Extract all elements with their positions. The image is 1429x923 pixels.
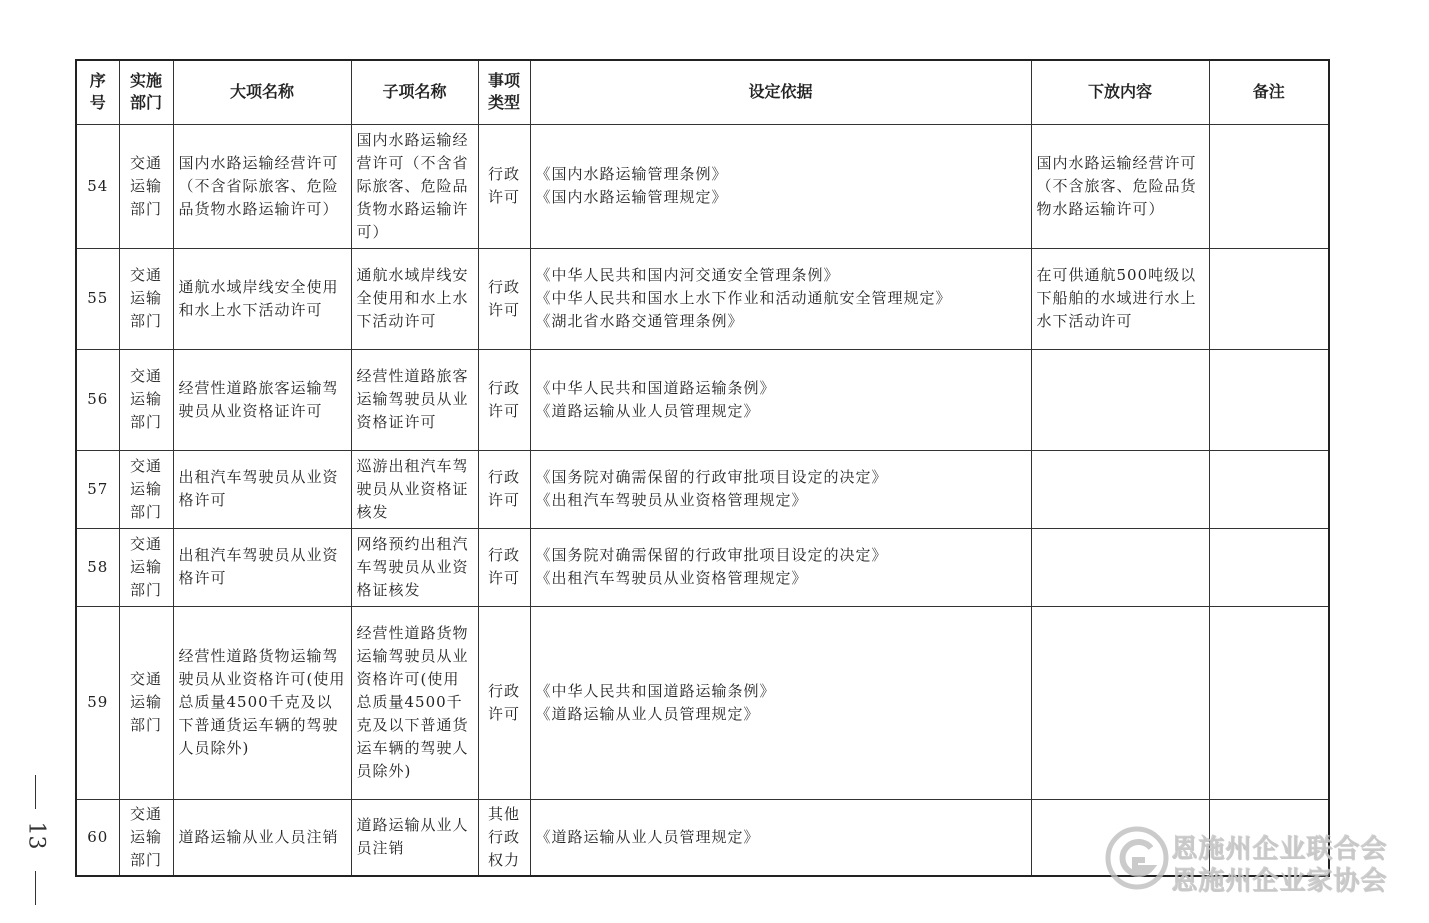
table-row [76,349,1329,450]
cell-seq: 58 [76,528,119,606]
cell-major: 道路运输从业人员注销 [173,799,351,876]
cell-dept: 交通 运输 部门 [119,349,173,450]
header-seq: 序号 [76,60,119,124]
cell-major: 出租汽车驾驶员从业资格许可 [173,528,351,606]
table-row [76,124,1329,248]
cell-sub: 网络预约出租汽车驾驶员从业资格证核发 [351,528,478,606]
cell-basis: 《中华人民共和国道路运输条例》 《道路运输从业人员管理规定》 [530,349,1031,450]
cell-basis: 《道路运输从业人员管理规定》 [530,799,1031,876]
cell-type: 其他 行政 权力 [478,799,530,876]
page-number-dash-top [35,775,36,809]
cell-sub: 道路运输从业人员注销 [351,799,478,876]
header-basis: 设定依据 [530,60,1031,124]
cell-dept: 交通 运输 部门 [119,124,173,248]
cell-remark [1209,124,1329,248]
cell-content: 国内水路运输经营许可（不含旅客、危险品货物水路运输许可） [1031,124,1209,248]
watermark-line1: 恩施州企业联合会 [1171,834,1388,864]
cell-remark [1209,606,1329,799]
header-row [76,60,1329,124]
cell-sub: 巡游出租汽车驾驶员从业资格证核发 [351,450,478,528]
cell-dept: 交通 运输 部门 [119,248,173,349]
cell-content [1031,450,1209,528]
cell-basis: 《中华人民共和国内河交通安全管理条例》 《中华人民共和国水上水下作业和活动通航安全管理规定》 《湖北省水路交通管理条例》 [530,248,1031,349]
cell-major: 国内水路运输经营许可（不含省际旅客、危险品货物水路运输许可） [173,124,351,248]
page-number [22,775,50,905]
header-content: 下放内容 [1031,60,1209,124]
items-table [75,59,1330,877]
cell-remark [1209,349,1329,450]
header-type: 事项 类型 [478,60,530,124]
cell-sub: 通航水域岸线安全使用和水上水下活动许可 [351,248,478,349]
cell-seq: 57 [76,450,119,528]
table-row [76,528,1329,606]
header-sub: 子项名称 [351,60,478,124]
table-row [76,248,1329,349]
cell-seq: 59 [76,606,119,799]
cell-basis: 《中华人民共和国道路运输条例》 《道路运输从业人员管理规定》 [530,606,1031,799]
cell-type: 行政 许可 [478,450,530,528]
cell-dept: 交通 运输 部门 [119,799,173,876]
cell-content [1031,349,1209,450]
table-row [76,606,1329,799]
watermark [1105,822,1405,896]
cell-basis: 《国务院对确需保留的行政审批项目设定的决定》 《出租汽车驾驶员从业资格管理规定》 [530,528,1031,606]
cell-sub: 经营性道路货物运输驾驶员从业资格许可(使用总质量4500千克及以下普通货运车辆的驾驶人员除外) [351,606,478,799]
cell-type: 行政 许可 [478,349,530,450]
cell-seq: 60 [76,799,119,876]
cell-content: 在可供通航500吨级以下船舶的水域进行水上水下活动许可 [1031,248,1209,349]
cell-seq: 54 [76,124,119,248]
cell-remark [1209,450,1329,528]
cell-basis: 《国务院对确需保留的行政审批项目设定的决定》 《出租汽车驾驶员从业资格管理规定》 [530,450,1031,528]
cell-type: 行政 许可 [478,124,530,248]
watermark-line2: 恩施州企业家协会 [1171,866,1388,896]
cell-type: 行政 许可 [478,528,530,606]
cell-content [1031,606,1209,799]
cell-remark [1209,248,1329,349]
cell-major: 经营性道路货物运输驾驶员从业资格许可(使用总质量4500千克及以下普通货运车辆的驾驶人员除外) [173,606,351,799]
cell-dept: 交通 运输 部门 [119,528,173,606]
cell-sub: 国内水路运输经营许可（不含省际旅客、危险品货物水路运输许可） [351,124,478,248]
cell-basis: 《国内水路运输管理条例》 《国内水路运输管理规定》 [530,124,1031,248]
cell-content [1031,528,1209,606]
cell-sub: 经营性道路旅客运输驾驶员从业资格证许可 [351,349,478,450]
association-logo-icon [1105,826,1169,890]
page-number-dash-bottom [35,871,36,905]
cell-type: 行政 许可 [478,606,530,799]
header-remark: 备注 [1209,60,1329,124]
cell-remark [1209,528,1329,606]
cell-seq: 56 [76,349,119,450]
cell-dept: 交通 运输 部门 [119,606,173,799]
cell-major: 出租汽车驾驶员从业资格许可 [173,450,351,528]
cell-major: 经营性道路旅客运输驾驶员从业资格证许可 [173,349,351,450]
cell-type: 行政 许可 [478,248,530,349]
header-major: 大项名称 [173,60,351,124]
cell-dept: 交通 运输 部门 [119,450,173,528]
header-dept: 实施 部门 [119,60,173,124]
page-number-text: 13 [23,821,49,850]
table-row [76,450,1329,528]
cell-major: 通航水域岸线安全使用和水上水下活动许可 [173,248,351,349]
cell-seq: 55 [76,248,119,349]
